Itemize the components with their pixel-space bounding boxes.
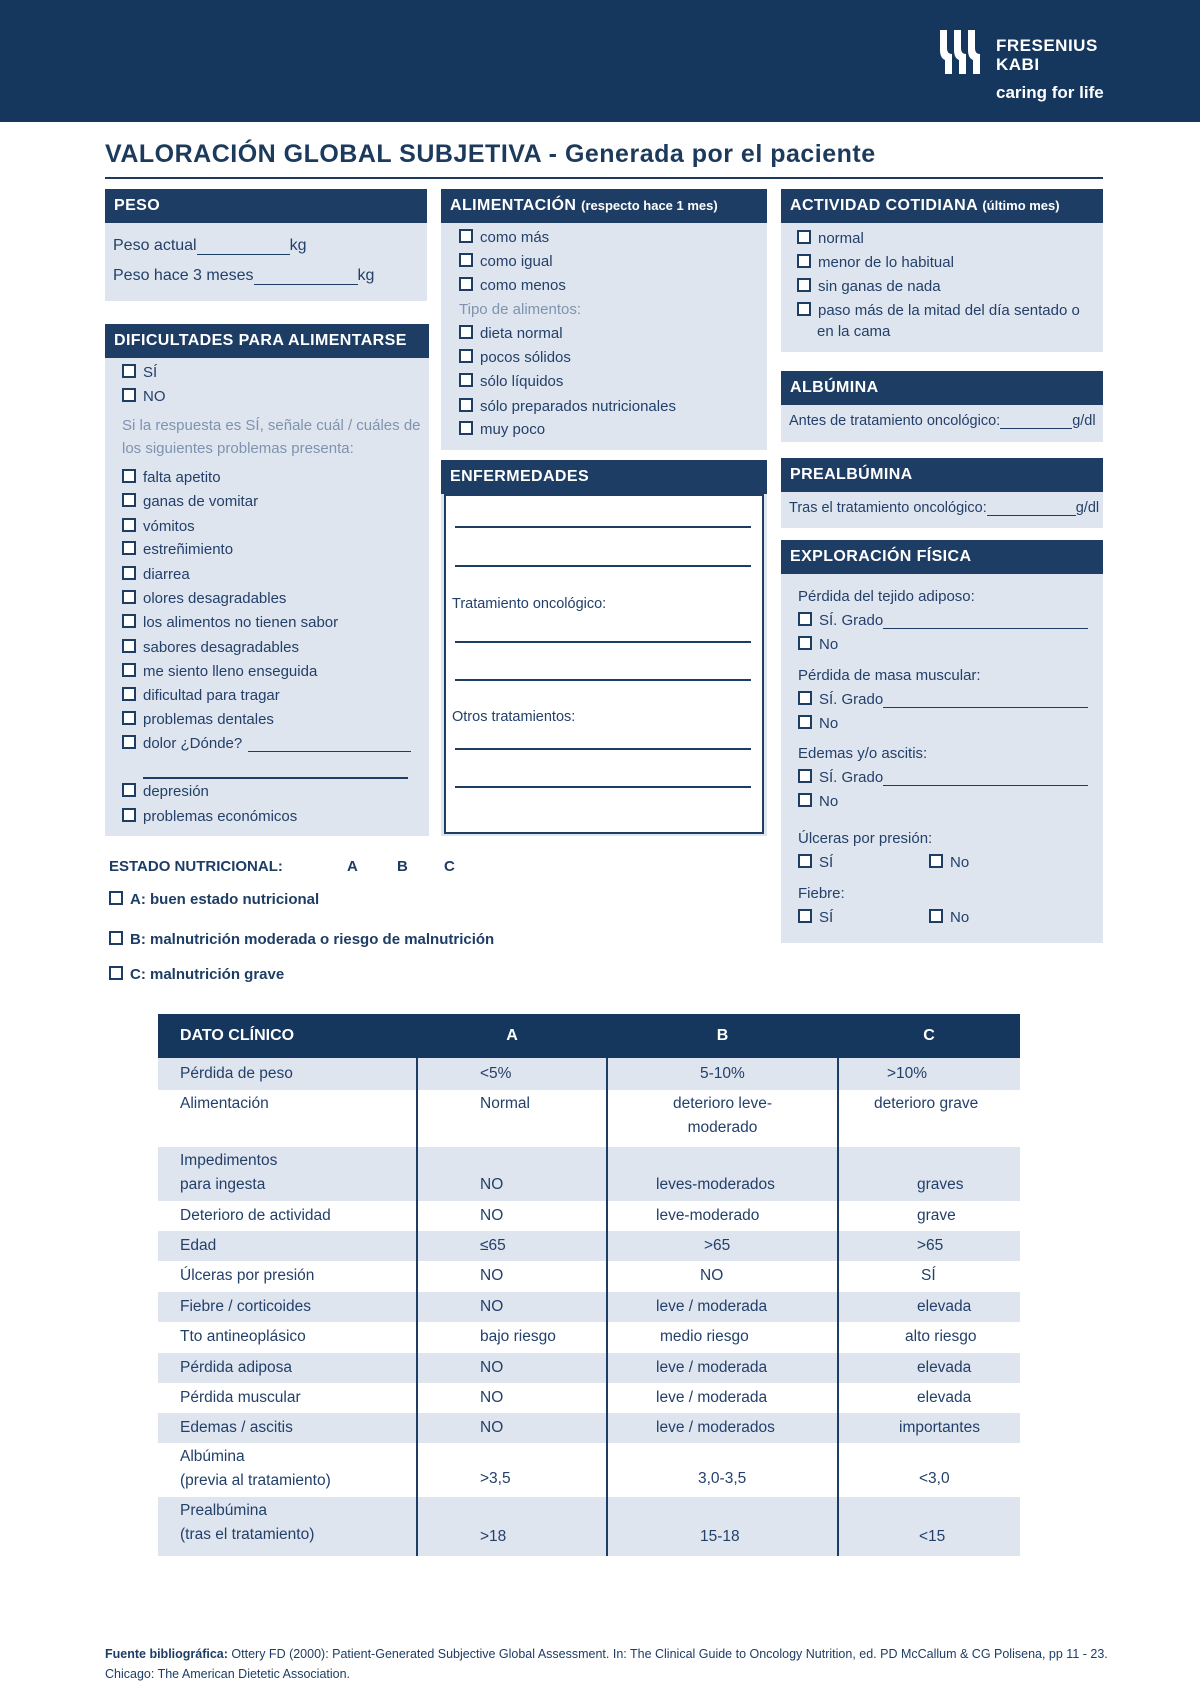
checkbox-icon[interactable] — [122, 566, 136, 580]
si-label: SÍ — [819, 909, 834, 926]
actividad-option[interactable] — [797, 278, 941, 295]
dificultad-item-label: problemas dentales — [143, 711, 274, 728]
dificultades-header: DIFICULTADES PARA ALIMENTARSE — [105, 324, 429, 358]
dificultad-item-label: los alimentos no tienen sabor — [143, 614, 339, 631]
dificultad-item-label: sabores desagradables — [143, 639, 299, 656]
estado-option-c[interactable] — [109, 966, 284, 983]
table-cell: >65 — [607, 1231, 838, 1261]
estado-option-a-label: A: buen estado nutricional — [130, 891, 320, 908]
table-cell — [158, 1147, 417, 1201]
dificultad-item-label: estreñimiento — [143, 541, 234, 558]
table-row — [158, 1090, 1020, 1147]
prealbumina-label: Tras el tratamiento oncológico: — [789, 500, 987, 516]
brand-logo — [936, 28, 1136, 108]
alimentacion-header-title: ALIMENTACIÓN — [450, 197, 577, 214]
actividad-option-label: paso más de la mitad del día sentado o — [818, 302, 1080, 319]
tipo-alimento[interactable] — [459, 349, 571, 366]
tejido-adiposo-label: Pérdida del tejido adiposo: — [798, 588, 975, 605]
table-header-row — [158, 1014, 1020, 1058]
no-label: No — [819, 793, 839, 810]
otros-tratamientos-label: Otros tratamientos: — [452, 709, 576, 725]
dificultad-item[interactable] — [122, 687, 280, 704]
alimentacion-option-label: como más — [480, 229, 550, 246]
estado-option-c-label: C: malnutrición grave — [130, 966, 285, 983]
tipo-alimento[interactable] — [459, 325, 563, 342]
checkbox-icon[interactable] — [798, 691, 812, 705]
checkbox-icon[interactable] — [798, 715, 812, 729]
table-cell-line: Prealbúmina — [180, 1502, 268, 1519]
fiebre-no[interactable] — [929, 909, 969, 926]
table-row — [158, 1413, 1020, 1443]
table-row — [158, 1383, 1020, 1413]
checkbox-icon[interactable] — [122, 493, 136, 507]
table-cell: alto riesgo — [838, 1322, 1020, 1353]
table-cell: medio riesgo — [607, 1322, 838, 1353]
table-cell: Edad — [158, 1231, 417, 1261]
prealbumina-field[interactable] — [987, 501, 1076, 516]
dificultad-item-label: dolor ¿Dónde? — [143, 735, 243, 752]
tipo-alimento-label: pocos sólidos — [480, 349, 571, 366]
peso-actual-field[interactable] — [197, 240, 290, 255]
alimentacion-option[interactable] — [459, 253, 553, 270]
table-cell: >65 — [838, 1231, 1020, 1261]
dificultad-item-label: depresión — [143, 783, 209, 800]
table-cell: importantes — [838, 1413, 1020, 1443]
peso-hace-field[interactable] — [254, 270, 358, 285]
table-cell: elevada — [838, 1353, 1020, 1383]
exploracion-panel — [781, 540, 1103, 943]
prealbumina-panel — [781, 458, 1103, 528]
actividad-header — [781, 189, 1103, 223]
albumina-panel — [781, 371, 1103, 442]
table-cell: SÍ — [838, 1261, 1020, 1292]
actividad-header-note: (último mes) — [982, 198, 1060, 213]
si-grado-label: SÍ. Grado — [819, 612, 884, 629]
estado-option-b[interactable] — [109, 931, 494, 948]
table-cell: Pérdida muscular — [180, 1389, 301, 1406]
checkbox-icon[interactable] — [122, 469, 136, 483]
table-row — [158, 1443, 1020, 1497]
si-grado-label: SÍ. Grado — [819, 691, 884, 708]
ulceras-si[interactable] — [798, 854, 833, 871]
peso-hace-label: Peso hace 3 meses — [113, 267, 254, 284]
checkbox-icon[interactable] — [797, 278, 811, 292]
alimentacion-option-label: como menos — [480, 277, 566, 294]
alimentacion-header-note: (respecto hace 1 mes) — [581, 198, 718, 213]
checkbox-icon[interactable] — [459, 325, 473, 339]
brand-name-line1: FRESENIUS — [996, 36, 1098, 55]
albumina-field[interactable] — [1000, 414, 1072, 429]
alimentacion-panel — [441, 189, 767, 450]
checkbox-icon[interactable] — [459, 253, 473, 267]
tipo-alimento-label: muy poco — [480, 421, 546, 438]
checkbox-icon[interactable] — [798, 854, 812, 868]
no-label: No — [950, 909, 970, 926]
ulceras-no[interactable] — [929, 854, 969, 871]
table-cell: >3,5 — [417, 1443, 607, 1497]
dificultad-item-label: dificultad para tragar — [143, 687, 280, 704]
table-cell: Fiebre / corticoides — [158, 1292, 417, 1322]
table-cell: NO — [417, 1292, 607, 1322]
table-cell: Deterioro de actividad — [180, 1207, 331, 1224]
checkbox-icon[interactable] — [929, 854, 943, 868]
checkbox-icon[interactable] — [798, 612, 812, 626]
title-divider — [105, 177, 1103, 179]
table-cell-line: (previa al tratamiento) — [180, 1472, 331, 1489]
table-cell-line: deterioro leve- — [672, 1095, 773, 1112]
clinical-data-table — [158, 1014, 1020, 1556]
si-grado-label: SÍ. Grado — [819, 769, 884, 786]
checkbox-icon[interactable] — [122, 735, 136, 749]
checkbox-icon[interactable] — [122, 663, 136, 677]
actividad-header-title: ACTIVIDAD COTIDIANA — [790, 197, 978, 214]
table-row — [158, 1058, 1020, 1090]
estado-nutricional-label: ESTADO NUTRICIONAL: — [109, 858, 283, 875]
write-line[interactable] — [455, 786, 751, 788]
table-cell: Pérdida adiposa — [158, 1353, 417, 1383]
table-cell: NO — [417, 1353, 607, 1383]
estado-a: A — [347, 858, 358, 875]
peso-actual-label: Peso actual — [113, 237, 197, 254]
checkbox-icon[interactable] — [797, 302, 811, 316]
actividad-option-continued: en la cama — [817, 323, 891, 340]
table-cell: NO — [417, 1201, 607, 1231]
checkbox-icon[interactable] — [109, 891, 123, 905]
title-sub: Generada por el paciente — [564, 140, 876, 168]
masa-no[interactable] — [798, 715, 838, 732]
dificultad-item[interactable] — [122, 566, 190, 583]
no-label: No — [950, 854, 970, 871]
dificultades-note-2: los siguientes problemas presenta: — [122, 440, 354, 457]
dificultad-item[interactable] — [122, 783, 209, 800]
table-cell — [607, 1090, 838, 1147]
peso-actual-row — [113, 237, 307, 255]
table-cell: >10% — [838, 1058, 1020, 1090]
table-cell: ≤65 — [417, 1231, 607, 1261]
table-cell: deterioro grave — [838, 1090, 1020, 1147]
table-cell — [158, 1443, 417, 1497]
dificultad-item-label: diarrea — [143, 566, 190, 583]
table-row — [158, 1353, 1020, 1383]
edemas-si-grado[interactable] — [798, 769, 1088, 786]
table-cell: >18 — [417, 1497, 607, 1556]
brand-name-line2: KABI — [996, 55, 1040, 74]
dificultades-no[interactable] — [122, 388, 166, 405]
actividad-option-label: normal — [818, 230, 864, 247]
title-separator: - — [541, 140, 565, 168]
no-label: No — [819, 636, 839, 653]
fiebre-si[interactable] — [798, 909, 833, 926]
footer-reference — [105, 1644, 1115, 1684]
table-header: DATO CLÍNICO — [158, 1014, 417, 1058]
table-cell: leves-moderados — [607, 1147, 838, 1201]
checkbox-icon[interactable] — [459, 277, 473, 291]
checkbox-icon[interactable] — [122, 364, 136, 378]
dificultades-note-1: Si la respuesta es SÍ, señale cuál / cuáles de — [122, 417, 421, 434]
table-cell: leve-moderado — [607, 1201, 838, 1231]
brand-tagline: caring for life — [996, 83, 1104, 102]
prealbumina-header: PREALBÚMINA — [781, 458, 1103, 492]
write-line[interactable] — [455, 565, 751, 567]
checkbox-icon[interactable] — [798, 909, 812, 923]
dificultad-item[interactable] — [122, 469, 221, 486]
table-cell: 3,0-3,5 — [607, 1443, 838, 1497]
table-cell: Úlceras por presión — [180, 1267, 315, 1284]
table-row — [158, 1261, 1020, 1292]
no-label: No — [819, 715, 839, 732]
dificultad-item-label: me siento lleno enseguida — [143, 663, 318, 680]
checkbox-icon[interactable] — [122, 783, 136, 797]
alimentacion-option[interactable] — [459, 229, 549, 246]
dificultad-item[interactable] — [122, 518, 195, 535]
alimentacion-option-label: como igual — [480, 253, 553, 270]
grado-field[interactable] — [883, 771, 1088, 786]
table-cell — [158, 1497, 417, 1556]
table-cell-line: moderado — [687, 1119, 758, 1136]
grado-field[interactable] — [883, 614, 1088, 629]
table-cell: grave — [838, 1201, 1020, 1231]
enfermedades-panel — [441, 460, 767, 836]
albumina-unit: g/dl — [1072, 413, 1096, 429]
masa-si-grado[interactable] — [798, 691, 1088, 708]
dificultades-si[interactable] — [122, 364, 157, 381]
tejido-si-grado[interactable] — [798, 612, 1088, 629]
table-cell: Normal — [417, 1090, 607, 1147]
table-cell: <5% — [417, 1058, 607, 1090]
table-cell-line: Impedimentos — [180, 1152, 278, 1169]
table-cell-line: Albúmina — [180, 1448, 245, 1465]
actividad-panel — [781, 189, 1103, 352]
checkbox-icon[interactable] — [797, 230, 811, 244]
footer-line2: Chicago: The American Dietetic Association. — [105, 1667, 351, 1681]
tipo-alimento-label: sólo líquidos — [480, 373, 564, 390]
alimentacion-header — [441, 189, 767, 223]
table-row — [158, 1231, 1020, 1261]
dificultad-item[interactable] — [122, 808, 297, 825]
dolor-field[interactable] — [248, 737, 411, 752]
tipo-alimentos-label: Tipo de alimentos: — [459, 301, 582, 318]
checkbox-icon[interactable] — [122, 808, 136, 822]
title-main: VALORACIÓN GLOBAL SUBJETIVA — [105, 140, 542, 168]
checkbox-icon[interactable] — [798, 636, 812, 650]
albumina-row — [789, 413, 1096, 429]
dificultades-si-label: SÍ — [143, 364, 158, 381]
dificultad-item-label: falta apetito — [143, 469, 221, 486]
table-cell-line: para ingesta — [180, 1176, 266, 1193]
dificultad-item[interactable] — [122, 541, 233, 558]
grado-field[interactable] — [883, 693, 1088, 708]
table-header: B — [607, 1014, 838, 1058]
page-title — [105, 140, 876, 169]
table-cell: <15 — [838, 1497, 1020, 1556]
table-cell: bajo riesgo — [417, 1322, 607, 1353]
tratamiento-oncologico-label: Tratamiento oncológico: — [452, 596, 607, 612]
table-cell: NO — [417, 1147, 607, 1201]
write-line[interactable] — [455, 526, 751, 528]
table-cell: leve / moderada — [607, 1292, 838, 1322]
enfermedades-textbox[interactable] — [444, 494, 764, 834]
checkbox-icon[interactable] — [109, 931, 123, 945]
checkbox-icon[interactable] — [459, 373, 473, 387]
dificultad-item[interactable] — [122, 493, 258, 510]
exploracion-header: EXPLORACIÓN FÍSICA — [781, 540, 1103, 574]
checkbox-icon[interactable] — [459, 421, 473, 435]
table-row — [158, 1322, 1020, 1353]
peso-panel — [105, 189, 427, 301]
tipo-alimento-label: sólo preparados nutricionales — [480, 398, 676, 415]
table-cell-line: (tras el tratamiento) — [180, 1526, 315, 1543]
peso-actual-unit: kg — [289, 237, 307, 254]
brand-name — [996, 36, 1098, 74]
table-row — [158, 1497, 1020, 1556]
table-row — [158, 1292, 1020, 1322]
write-line[interactable] — [455, 679, 751, 681]
actividad-option[interactable] — [797, 254, 954, 271]
albumina-label: Antes de tratamiento oncológico: — [789, 413, 1001, 429]
checkbox-icon[interactable] — [798, 793, 812, 807]
checkbox-icon[interactable] — [122, 687, 136, 701]
tipo-alimento[interactable] — [459, 398, 676, 415]
estado-option-a[interactable] — [109, 891, 319, 908]
dificultad-item[interactable] — [122, 590, 286, 607]
ulceras-label: Úlceras por presión: — [798, 830, 933, 847]
fresenius-logo-icon — [936, 28, 984, 76]
checkbox-icon[interactable] — [122, 711, 136, 725]
estado-option-b-label: B: malnutrición moderada o riesgo de malnutrición — [130, 931, 495, 948]
checkbox-icon[interactable] — [459, 398, 473, 412]
estado-b: B — [397, 858, 408, 875]
write-line[interactable] — [455, 641, 751, 643]
table-cell: Edemas / ascitis — [158, 1413, 417, 1443]
tipo-alimento[interactable] — [459, 421, 545, 438]
tipo-alimento[interactable] — [459, 373, 563, 390]
table-cell: NO — [417, 1383, 607, 1413]
checkbox-icon[interactable] — [122, 590, 136, 604]
dificultad-item[interactable] — [122, 614, 338, 631]
dolor-field-line2[interactable] — [143, 777, 408, 779]
actividad-option[interactable] — [797, 302, 1080, 319]
checkbox-icon[interactable] — [797, 254, 811, 268]
estado-c: C — [444, 858, 455, 875]
edemas-no[interactable] — [798, 793, 838, 810]
checkbox-icon[interactable] — [122, 639, 136, 653]
table-header: C — [838, 1014, 1020, 1058]
table-cell: 5-10% — [607, 1058, 838, 1090]
table-cell: 15-18 — [607, 1497, 838, 1556]
dificultad-item-label: problemas económicos — [143, 808, 298, 825]
tipo-alimento-label: dieta normal — [480, 325, 563, 342]
actividad-option[interactable] — [797, 230, 864, 247]
table-cell: elevada — [838, 1383, 1020, 1413]
checkbox-icon[interactable] — [122, 388, 136, 402]
checkbox-icon[interactable] — [929, 909, 943, 923]
table-cell: NO — [607, 1261, 838, 1292]
table-cell: <3,0 — [838, 1443, 1020, 1497]
actividad-option-label: menor de lo habitual — [818, 254, 954, 271]
checkbox-icon[interactable] — [459, 349, 473, 363]
table-cell: elevada — [838, 1292, 1020, 1322]
peso-header: PESO — [105, 189, 427, 223]
fiebre-label: Fiebre: — [798, 885, 845, 902]
checkbox-icon[interactable] — [798, 769, 812, 783]
peso-hace-unit: kg — [357, 267, 375, 284]
actividad-option-label: sin ganas de nada — [818, 278, 941, 295]
dificultad-item-dolor[interactable] — [122, 735, 411, 752]
table-cell: leve / moderados — [607, 1413, 838, 1443]
dificultades-panel — [105, 324, 429, 836]
edemas-label: Edemas y/o ascitis: — [798, 745, 928, 762]
prealbumina-row — [789, 500, 1099, 516]
table-row — [158, 1147, 1020, 1201]
table-cell: leve / moderada — [607, 1383, 838, 1413]
tejido-no[interactable] — [798, 636, 838, 653]
checkbox-icon[interactable] — [122, 614, 136, 628]
table-cell: Pérdida de peso — [158, 1058, 417, 1090]
dificultad-item-label: ganas de vomitar — [143, 493, 259, 510]
dificultad-item[interactable] — [122, 639, 299, 656]
checkbox-icon[interactable] — [122, 518, 136, 532]
footer-text: Ottery FD (2000): Patient-Generated Subjective Global Assessment. In: The Clinical Guide to Oncology Nutrition, ed. PD McCallum & CG Polisena, pp 11 - 23. — [231, 1647, 1108, 1661]
table-cell: leve / moderada — [607, 1353, 838, 1383]
alimentacion-option[interactable] — [459, 277, 566, 294]
dificultad-item-label: vómitos — [143, 518, 195, 535]
dificultad-item[interactable] — [122, 663, 317, 680]
dificultad-item[interactable] — [122, 711, 274, 728]
footer-label: Fuente bibliográfica: — [105, 1647, 228, 1661]
table-cell: Tto antineoplásico — [180, 1328, 306, 1345]
table-cell: Alimentación — [180, 1095, 269, 1112]
masa-muscular-label: Pérdida de masa muscular: — [798, 667, 981, 684]
enfermedades-header: ENFERMEDADES — [441, 460, 767, 494]
table-cell: graves — [838, 1147, 1020, 1201]
checkbox-icon[interactable] — [109, 966, 123, 980]
table-cell: NO — [417, 1261, 607, 1292]
albumina-header: ALBÚMINA — [781, 371, 1103, 405]
checkbox-icon[interactable] — [122, 541, 136, 555]
table-row — [158, 1201, 1020, 1231]
table-header: A — [417, 1014, 607, 1058]
write-line[interactable] — [455, 748, 751, 750]
dificultades-no-label: NO — [143, 388, 166, 405]
si-label: SÍ — [819, 854, 834, 871]
prealbumina-unit: g/dl — [1075, 500, 1100, 516]
footer-line1 — [105, 1644, 1115, 1664]
checkbox-icon[interactable] — [459, 229, 473, 243]
peso-hace-row — [113, 267, 374, 285]
table-cell: NO — [417, 1413, 607, 1443]
dificultad-item-label: olores desagradables — [143, 590, 287, 607]
